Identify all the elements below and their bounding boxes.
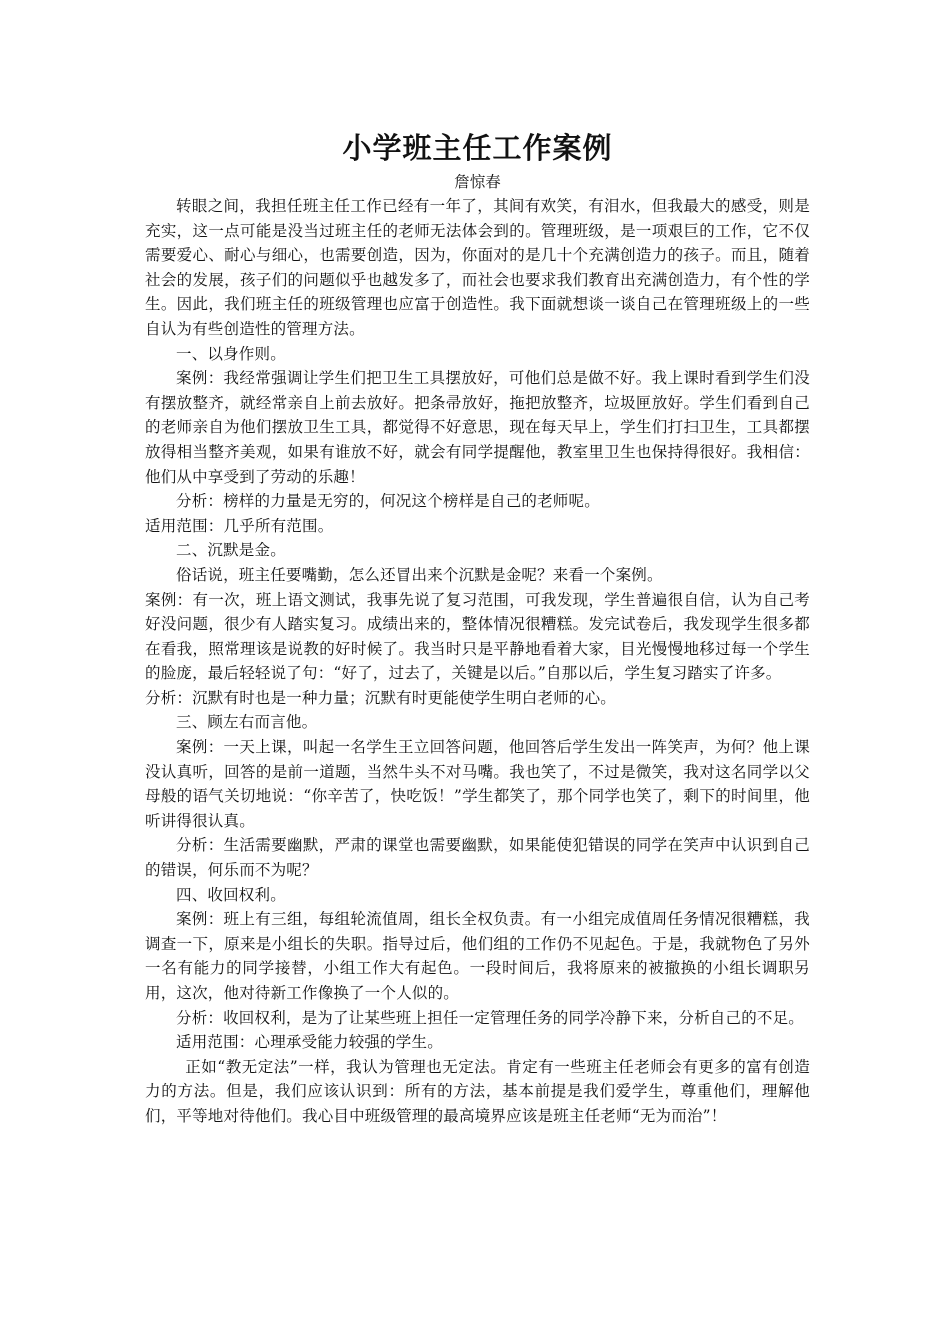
analysis-paragraph-2: 分析：沉默有时也是一种力量；沉默有时更能使学生明白老师的心。 (145, 688, 617, 707)
intro-paragraph: 转眼之间，我担任班主任工作已经有一年了，其间有欢笑，有泪水，但我最大的感受，则是充实，这一点可能是没当过班主任的老师无法体会到的。管理班级，是一项艰巨的工作，它不仅需要爱心、耐心与细心，也需要创造，因为，你面对的是几十个充满创造力的孩子。而且，随着社会的发展，孩子们的问题似乎也越发多了，而社会也要求我们教育出充满创造力，有个性的学生。因此，我们班主任的班级管理也应富于创造性。我下面就想谈一谈自己在管理班级上的一些自认为有些创造性的管理方法。 (145, 197, 810, 338)
case-paragraph-2: 案例：有一次，班上语文测试，我事先说了复习范围，可我发现，学生普遍很自信，认为自己考好没问题，很少有人踏实复习。成绩出来的，整体情况很糟糕。发完试卷后，我发现学生很多都在看我，照常理该是说教的好时候了。我当时只是平静地看着大家，目光慢慢地移过每一个学生的脸庞，最后轻轻说了句：“好了，过去了，关键是以后。”自那以后，学生复习踏实了许多。 (145, 590, 810, 683)
case-paragraph-3: 案例：一天上课，叫起一名学生王立回答问题，他回答后学生发出一阵笑声，为何？他上课没认真听，回答的是前一道题，当然牛头不对马嘴。我也笑了，不过是微笑，我对这名同学以父母般的语气关切地说：“你辛苦了，快吃饭！”学生都笑了，那个同学也笑了，剩下的时间里，他听讲得很认真。 (145, 738, 810, 830)
analysis-paragraph-3: 分析：生活需要幽默，严肃的课堂也需要幽默，如果能使犯错误的同学在笑声中认识到自己的错误，何乐而不为呢？ (145, 836, 810, 880)
section-heading-4: 四、收回权利。 (176, 885, 286, 904)
scope-paragraph-4: 适用范围：心理承受能力较强的学生。 (176, 1033, 443, 1052)
section-heading-2: 二、沉默是金。 (176, 541, 286, 560)
intro-paragraph-2: 俗话说，班主任要嘴勤，怎么还冒出来个沉默是金呢？来看一个案例。 (176, 565, 663, 584)
document-page (145, 128, 810, 1129)
analysis-paragraph-4: 分析：收回权利，是为了让某些班上担任一定管理任务的同学冷静下来，分析自己的不足。 (176, 1008, 805, 1027)
case-paragraph-4: 案例：班上有三组，每组轮流值周，组长全权负责。有一小组完成值周任务情况很糟糕，我调查一下，原来是小组长的失职。指导过后，他们组的工作仍不见起色。于是，我就物色了另外一名有能力的同学接替，小组工作大有起色。一段时间后，我将原来的被撤换的小组长调职另用，这次，他对待新工作像换了一个人似的。 (145, 910, 810, 1002)
conclusion-paragraph: 正如“教无定法”一样，我认为管理也无定法。肯定有一些班主任老师会有更多的富有创造力的方法。但是，我们应该认识到：所有的方法，基本前提是我们爱学生，尊重他们，理解他们，平等地对待他们。我心目中班级管理的最高境界应该是班主任老师“无为而治”！ (145, 1057, 810, 1125)
section-heading-3: 三、顾左右而言他。 (176, 713, 318, 732)
analysis-paragraph-1: 分析：榜样的力量是无穷的，何况这个榜样是自己的老师呢。 (176, 492, 600, 511)
document-body (145, 194, 810, 1129)
document-author: 詹惊春 (454, 173, 501, 191)
document-title: 小学班主任工作案例 (342, 131, 613, 165)
case-paragraph-1: 案例：我经常强调让学生们把卫生工具摆放好，可他们总是做不好。我上课时看到学生们没有摆放整齐，就经常亲自上前去放好。把条帚放好，拖把放整齐，垃圾匣放好。学生们看到自己的老师亲自为他们摆放卫生工具，都觉得不好意思，现在每天早上，学生们打扫卫生，工具都摆放得相当整齐美观，如果有谁放不好，就会有同学提醒他，教室里卫生也保持得很好。我相信：他们从中享受到了劳动的乐趣！ (145, 369, 810, 486)
section-heading-1: 一、以身作则。 (176, 344, 286, 363)
scope-paragraph-1: 适用范围：几乎所有范围。 (145, 516, 334, 535)
